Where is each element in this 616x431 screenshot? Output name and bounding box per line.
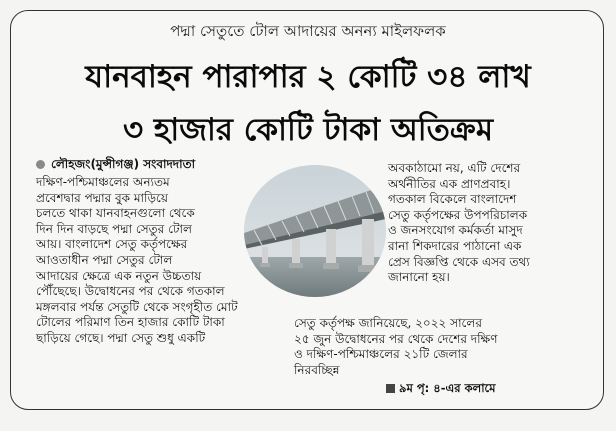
square-bullet-icon	[386, 384, 395, 393]
headline-line-1	[0, 53, 616, 105]
continued-text: ৯ম পৃ: ৪-এর কলামে	[399, 381, 496, 395]
kicker	[0, 20, 616, 45]
text-line: দক্ষিণ-পশ্চিমাঞ্চলের অন্যতম	[36, 175, 170, 189]
text-line: সেতু কর্তৃপক্ষ জানিয়েছে, ২০২২ সালের	[294, 316, 482, 330]
text-line: প্রেস বিজ্ঞপ্তি থেকে এসব তথ্য	[388, 254, 530, 269]
text-line: আওতাধীন পদ্মা সেতুর টোল	[36, 252, 173, 267]
text-line: ও জনসংযোগ কর্মকর্তা মাসুদ	[388, 223, 523, 238]
kicker-text: পদ্মা সেতুতে টোল আদায়ের অনন্য মাইলফলক	[170, 22, 446, 40]
text-line: ও দক্ষিণ-পশ্চিমাঞ্চলের ২১টি জেলার	[294, 347, 468, 362]
bridge-image	[244, 165, 386, 297]
column-left	[36, 175, 238, 347]
headline-line-1-text: যানবাহন পারাপার ২ কোটি ৩৪ লাখ	[85, 59, 531, 95]
column-right	[388, 161, 530, 286]
text-line: প্রবেশদ্বার পদ্মার বুক মাড়িয়ে	[36, 190, 168, 205]
text-line: ২৫ জুন উদ্বোধনের পর থেকে দেশের দক্ষিণ	[294, 331, 498, 346]
text-line: জানানো হয়।	[388, 270, 450, 285]
byline	[36, 156, 195, 176]
headline-line-2-text: ৩ হাজার কোটি টাকা অতিক্রম	[122, 112, 494, 148]
text-line: নিরবচ্ছিন্ন	[294, 362, 340, 377]
text-line: চলতে থাকা যানবাহনগুলো থেকে	[36, 206, 195, 221]
text-line: গতকাল বিকেলে বাংলাদেশ	[388, 192, 517, 207]
text-line: পৌঁছেছে। উদ্বোধনের পর থেকে গতকাল	[36, 284, 225, 299]
bullet-icon	[36, 160, 45, 169]
text-line: আদায়ের ক্ষেত্রে এক নতুন উচ্চতায়	[36, 268, 202, 283]
text-line: সেতু কর্তৃপক্ষের উপপরিচালক	[388, 207, 528, 222]
column-bottom	[294, 316, 497, 378]
bridge-photo	[244, 165, 386, 297]
headline-line-2	[0, 106, 616, 158]
text-line: অর্থনীতির এক প্রাণপ্রবাহ।	[388, 176, 511, 191]
text-line: মঙ্গলবার পর্যন্ত সেতুটি থেকে সংগৃহীত মোট	[36, 299, 238, 314]
continued-note	[386, 380, 496, 399]
text-line: রানা শিকদারের পাঠানো এক	[388, 238, 522, 253]
text-line: আয়। বাংলাদেশ সেতু কর্তৃপক্ষের	[36, 237, 188, 252]
text-line: টোলের পরিমাণ তিন হাজার কোটি টাকা	[36, 315, 225, 330]
byline-text: লৌহজং(মুন্সীগঞ্জ) সংবাদদাতা	[51, 157, 196, 171]
text-line: ছাড়িয়ে গেছে। পদ্মা সেতু শুধু একটি	[36, 330, 206, 345]
text-line: দিন দিন বাড়ছে পদ্মা সেতুর টোল	[36, 221, 192, 236]
text-line: অবকাঠামো নয়, এটি দেশের	[388, 161, 521, 175]
